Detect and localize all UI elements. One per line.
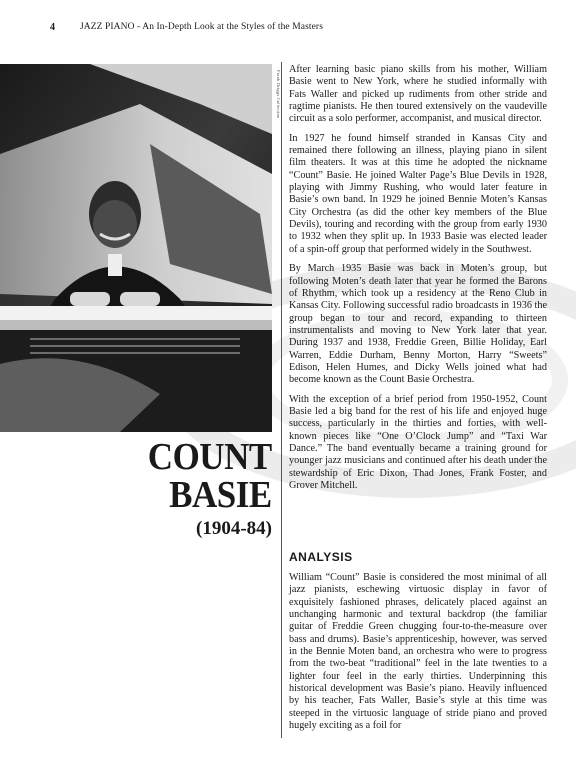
- biography-paragraph: In 1927 he found himself stranded in Kansas City and remained there following an illness, playing piano in silent film theaters. It was at this time he adopted the nickname “Count” Basie. He joined Walter Page’s Blue Devils in 1928, playing with Jimmy Rushing, who would later feature in Basie’s own band. In 1929 he joined Bennie Moten’s Kansas City Orchestra (as did the other key members of the Blue Devils), touring and recording with the group from early 1930 to 1932 when they split up. In 1933 Basie was elected leader of a spin-off group that performed widely in the Southwest.: [289, 132, 547, 255]
- page-header: [50, 22, 546, 38]
- analysis-section: [289, 550, 547, 732]
- biography-paragraph: After learning basic piano skills from his mother, William Basie went to New York, where he studied informally with Fats Waller and picked up rudiments from other stride and ragtime pianists. He then toured extensively on the vaudeville circuit as a solo performer, accompanist, and musical director.: [289, 64, 547, 125]
- analysis-heading: ANALYSIS: [289, 550, 353, 564]
- biography-paragraph: With the exception of a brief period from 1950-1952, Count Basie led a big band for the rest of his life and enjoyed huge success, particularly in the thirties and forties, with well-known pieces like “One O’Clock Jump” and “Taxi War Dance.” The band eventually became a training ground for younger jazz musicians and continued after his death under the stewardship of Eric Dixon, Thad Jones, Frank Foster, and Grover Mitchell.: [289, 393, 547, 491]
- biography-paragraph: By March 1935 Basie was back in Moten’s group, but following Moten’s death later that year he formed the Barons of Rhythm, which took up a residency at the Reno Club in Kansas City. Following successful radio broadcasts in 1936 the group began to tour and record, expanding to thirteen instrumentalists and moving to New York later that year. During 1937 and 1938, Freddie Green, Billie Holiday, Earl Warren, Eddie Durham, Benny Morton, Harry “Sweets” Edison, Helen Humes, and Dicky Wells joined what had become known as the Count Basie Orchestra.: [289, 263, 547, 386]
- column-divider: [281, 62, 282, 738]
- subject-name-line2: BASIE: [169, 474, 272, 516]
- portrait-photo: [0, 64, 272, 432]
- analysis-text: William “Count” Basie is considered the most minimal of all jazz pianists, eschewing virtuosic display in favor of exquisitely fashioned phrases, delicately placed against an unchanging harmonic and textural backdrop (the familiar guitar of Freddie Green chugging four-to-the-measure over bass and drums). Basie’s apprenticeship, however, was served in the Bennie Moten band, an orchestra who were to progress from the two-beat “traditional” feel in the late twenties to a lighter four feel in the early thirties. Underpinning this historical development was Basie’s piano. Heavily influenced by his teacher, Fats Waller, Basie’s style at this time was steeped in the virtuosic language of stride piano and proved hugely exciting as a foil for: [289, 572, 547, 732]
- subject-name-block: [137, 438, 272, 540]
- photo-credit: Frank Driggs Collection: [276, 70, 281, 119]
- subject-name-line1: COUNT: [148, 436, 272, 478]
- running-title: JAZZ PIANO - An In-Depth Look at the Styles of the Masters: [80, 22, 323, 32]
- page-number: 4: [50, 22, 56, 33]
- biography-column: [289, 64, 547, 499]
- subject-dates: (1904-84): [196, 518, 272, 539]
- photo-illustration: [0, 64, 272, 432]
